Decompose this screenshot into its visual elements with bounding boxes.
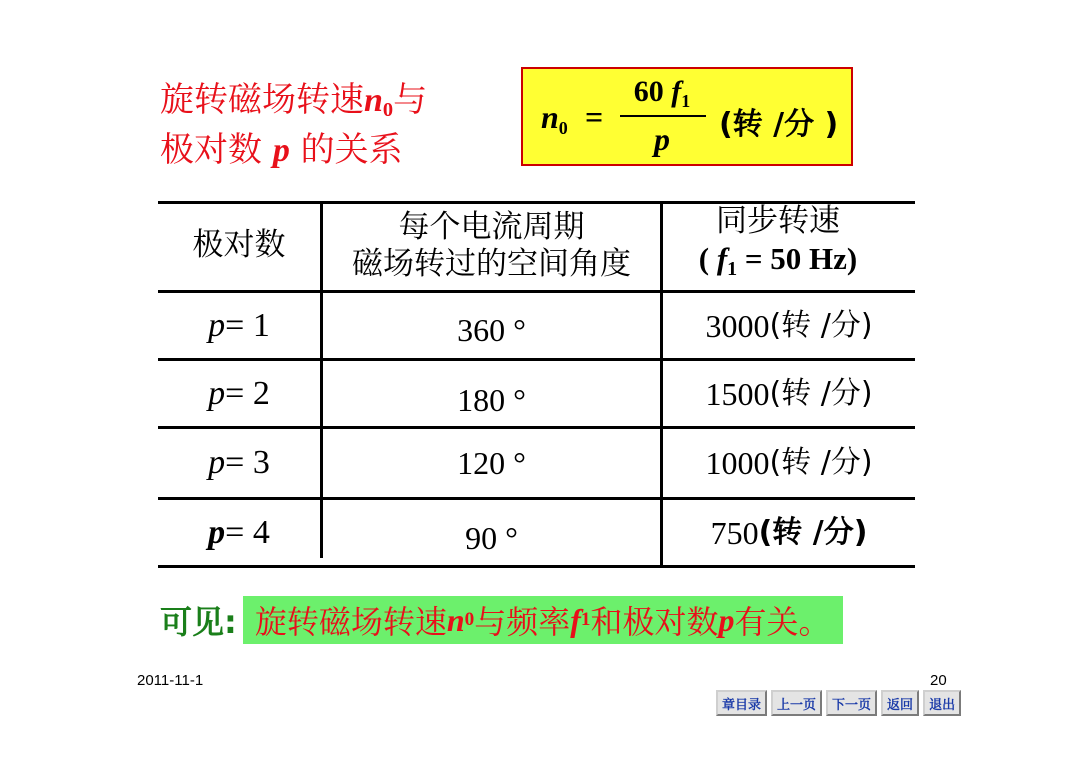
conclusion-label: 可见:	[160, 603, 237, 641]
heading-line-1: 旋转磁场转速$n_0$与	[160, 80, 428, 122]
page-number: 20	[930, 672, 947, 689]
back-button[interactable]: 返回	[881, 690, 919, 716]
conclusion-text: 旋转磁场转速 n 0 与频率 f 1 和极对数 p 有关。	[243, 596, 843, 644]
chapter-toc-button[interactable]: 章目录	[716, 690, 767, 716]
header-pole-pairs: 极对数	[192, 227, 286, 263]
table-cell-speed: 1500 (转 /分)	[705, 375, 873, 412]
header-sync-speed: 同步转速 ( $f_1 = 50$ Hz)	[698, 203, 858, 280]
table-cell-angle: 90 °	[465, 519, 518, 556]
table-cell-poles: p = 1	[208, 306, 270, 344]
table-cell-angle: 180 °	[457, 381, 526, 418]
slide-nav-bar	[716, 690, 961, 716]
next-page-button[interactable]: 下一页	[826, 690, 877, 716]
table-cell-speed: 750 (转 /分)	[710, 514, 868, 551]
slide-heading	[160, 80, 427, 171]
formula-equals: =	[585, 99, 604, 135]
table-cell-speed: 1000 (转 /分)	[705, 445, 873, 481]
conclusion-line	[160, 595, 843, 645]
table-cell-speed: 3000 (转 /分)	[705, 307, 873, 344]
footer-date: 2011-11-1	[137, 672, 204, 689]
formula-fraction-bar	[620, 115, 706, 117]
table-cell-poles: p = 4	[208, 513, 270, 551]
header-angle: 每个电流周期 磁场转过的空间角度	[352, 208, 631, 282]
heading-line-2: 极对数 p 的关系	[160, 130, 403, 171]
table-cell-poles: p = 2	[208, 374, 270, 412]
formula-numerator: 60 $f_1$	[633, 75, 691, 111]
prev-page-button[interactable]: 上一页	[771, 690, 822, 716]
exit-button[interactable]: 退出	[923, 690, 961, 716]
pole-speed-table	[158, 201, 915, 569]
formula-box	[521, 67, 853, 166]
table-cell-angle: 360 °	[457, 311, 526, 348]
formula-denominator: p	[654, 121, 670, 157]
formula-lhs: $n_0$	[541, 99, 568, 138]
table-cell-angle: 120 °	[457, 445, 526, 481]
formula-unit: (转 /分 )	[719, 107, 839, 142]
table-cell-poles: p = 3	[208, 444, 270, 481]
